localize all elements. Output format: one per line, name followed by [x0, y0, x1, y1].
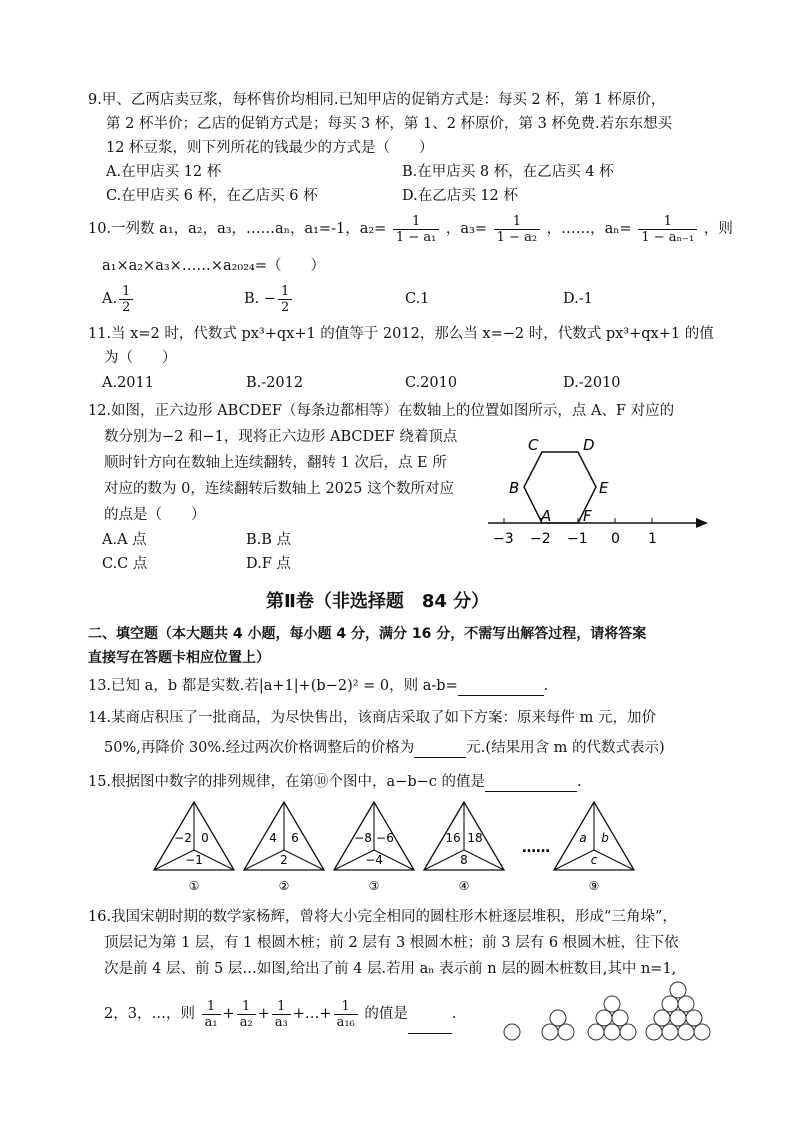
q10-opt-b-frac [278, 284, 292, 315]
q14-end: 元.(结果用含 m 的代数式表示) [466, 740, 665, 756]
figure-caption: ④ [458, 879, 470, 893]
log-circle [646, 1024, 662, 1040]
tick-label: −1 [567, 531, 588, 547]
q12-line2: 数分别为−2 和−1，现将正六边形 ABCDEF 绕着顶点 [104, 429, 458, 445]
q12-line1: 12.如图，正六边形 ABCDEF（每条边都相等）在数轴上的位置如图所示，点 A、F 对应的 [88, 403, 675, 419]
log-circle [678, 1024, 694, 1040]
q16-line4 [104, 994, 457, 1034]
figure-caption: ② [278, 879, 290, 893]
log-circle [694, 1024, 710, 1040]
q15-end: . [577, 774, 582, 790]
q16-end: . [451, 1006, 457, 1022]
hexagon-number-line-figure [480, 430, 720, 550]
figure-caption: ① [188, 879, 200, 893]
q10-a3-label: ，a₃= [445, 221, 488, 237]
q15-answer-blank[interactable] [485, 775, 577, 792]
frac-num: 1 [334, 999, 358, 1015]
frac-den: a₁ [204, 1014, 218, 1030]
log-circle [662, 996, 678, 1012]
q11-option-d: D.-2010 [563, 375, 621, 391]
q10-end: ，则 [703, 221, 733, 237]
q12-option-a: A.A 点 [102, 532, 147, 548]
frac-num: 1 [202, 999, 221, 1015]
q10-prefix: 10.一列数 [88, 221, 155, 237]
q10-line1 [88, 212, 733, 246]
log-circle [662, 1024, 678, 1040]
sum-term-16 [334, 999, 358, 1030]
q11-option-a: A.2011 [102, 375, 154, 391]
log-pile-1-layers [504, 1024, 520, 1040]
q14-text: 50%,再降价 30%.经过两次价格调整后的价格为 [104, 740, 415, 756]
tick-label: 1 [648, 531, 657, 547]
q10-option-d: D.-1 [563, 291, 593, 307]
triangle-figure-5 [554, 802, 634, 893]
triangle-bottom-number: 8 [460, 853, 468, 867]
q9-option-c: C.在甲店买 6 杯，在乙店买 6 杯 [106, 188, 318, 204]
q10-opt-a-label: A. [102, 291, 118, 307]
q13-text: 13.已知 a，b 都是实数.若|a+1|+(b−2)² = 0，则 a-b= [88, 678, 458, 694]
sum-term-1 [202, 999, 221, 1030]
triangle-top-right-number: 0 [201, 831, 209, 845]
log-circle [670, 1010, 686, 1026]
plus-sign: + [222, 1006, 235, 1022]
q9-line2: 第 2 杯半价；乙店的促销方式是；每买 3 杯，第 1、2 杯原价，第 3 杯免费.若东东想买 [106, 116, 673, 132]
frac-num: 1 [494, 214, 540, 230]
frac-num: 1 [638, 214, 697, 230]
triangle-bottom-number: −4 [365, 853, 383, 867]
triangle-top-right-number: −6 [376, 831, 394, 845]
q12-line5: 的点是（ ） [104, 507, 206, 523]
log-circle [542, 1024, 558, 1040]
frac-num: 1 [278, 284, 292, 300]
q15-text: 15.根据图中数字的排列规律，在第⑩个图中，a−b−c 的值是 [88, 774, 486, 790]
plus-sign: + [257, 1006, 270, 1022]
q13-answer-blank[interactable] [458, 679, 544, 696]
log-circle [670, 982, 686, 998]
vertex-label-b: B [509, 479, 520, 497]
triangle-top-right-number: b [601, 831, 609, 845]
triangle-figure-2 [244, 802, 324, 893]
q10-option-b [244, 282, 294, 316]
log-circle [596, 1010, 612, 1026]
log-circle [678, 996, 694, 1012]
log-circle [686, 1010, 702, 1026]
q14-line2 [104, 738, 665, 758]
q10-dots: ，……，aₙ= [546, 221, 632, 237]
section2-line2: 直接写在答题卡相应位置上） [88, 650, 270, 666]
ellipsis-text: …… [522, 840, 550, 856]
q11-line2: 为（ ） [104, 350, 177, 366]
log-pile-figure [498, 980, 718, 1050]
q11-option-b: B.-2012 [246, 375, 304, 391]
q9-line3: 12 杯豆浆，则下列所花的钱最少的方式是（ ） [106, 140, 434, 156]
q9-option-d: D.在乙店买 12 杯 [402, 188, 518, 204]
triangle-top-left-number: −2 [174, 831, 192, 845]
triangle-top-right-number: 18 [467, 831, 483, 845]
frac-den: 2 [122, 299, 131, 315]
log-pile-4-layers [646, 982, 710, 1040]
sum-term-3 [272, 999, 291, 1030]
triangle-top-right-number: 6 [291, 831, 299, 845]
log-circle [504, 1024, 520, 1040]
frac-den: a₂ [239, 1014, 253, 1030]
log-circle [588, 1024, 604, 1040]
figure-caption: ③ [368, 879, 380, 893]
q11-line1: 11.当 x=2 时，代数式 px³+qx+1 的值等于 2012，那么当 x=−2 时，代数式 px³+qx+1 的值 [88, 326, 714, 342]
tick-label: −3 [493, 531, 514, 547]
frac-den: 2 [281, 299, 290, 315]
log-circle [550, 1010, 566, 1026]
q10-fraction-a3 [494, 214, 540, 245]
q10-fraction-a2 [393, 214, 439, 245]
part2-title: 第Ⅱ卷（非选择题 84 分） [266, 591, 490, 612]
q10-opt-a-frac [119, 284, 133, 315]
q9-option-a: A.在甲店买 12 杯 [106, 164, 222, 180]
q16-line3: 次是前 4 层、前 5 层…如图,给出了前 4 层.若用 aₙ 表示前 n 层的圆木桩数目,其中 n=1, [104, 961, 677, 977]
q10-fraction-an [638, 214, 697, 245]
axis-arrow-icon [696, 518, 708, 528]
q11-option-c: C.2010 [405, 375, 458, 391]
frac-num: 1 [237, 999, 256, 1015]
vertex-label-e: E [599, 479, 609, 497]
log-circle [612, 1010, 628, 1026]
tick-label: −2 [530, 531, 551, 547]
plus-ellipsis: +…+ [292, 1006, 332, 1022]
q14-answer-blank[interactable] [414, 741, 466, 758]
log-circle [620, 1024, 636, 1040]
q16-value-text: 的值是 [364, 1006, 408, 1022]
tick-label: 0 [611, 531, 620, 547]
section2-line1: 二、填空题（本大题共 4 小题，每小题 4 分，满分 16 分，不需写出解答过程，请将答案 [88, 626, 647, 642]
triangle-figure-3 [334, 802, 414, 893]
log-circle [604, 996, 620, 1012]
frac-den: 1 − a₁ [395, 229, 437, 245]
q16-answer-blank[interactable] [408, 1017, 452, 1034]
vertex-label-d: D [583, 436, 595, 454]
log-circle [604, 1024, 620, 1040]
q13-line [88, 676, 548, 696]
frac-num: 1 [119, 284, 133, 300]
q14-line1: 14.某商店积压了一批商品，为尽快售出，该商店采取了如下方案：原来每件 m 元，加价 [88, 710, 657, 726]
q12-line3: 顺时针方向在数轴上连续翻转，翻转 1 次后，点 E 所 [104, 455, 447, 471]
vertex-label-f: F [583, 507, 592, 525]
q16-text: 2，3，…，则 [104, 1006, 195, 1022]
q12-option-d: D.F 点 [246, 556, 291, 572]
triangle-figure-1 [154, 802, 234, 893]
q10-option-c: C.1 [405, 291, 430, 307]
triangle-top-left-number: 4 [269, 831, 277, 845]
triangle-bottom-number: −1 [185, 853, 203, 867]
triangle-bottom-number: 2 [280, 853, 288, 867]
q15-line [88, 772, 582, 792]
frac-num: 1 [272, 999, 291, 1015]
q9-line1: 9.甲、乙两店卖豆浆，每杯售价均相同.已知甲店的促销方式是：每买 2 杯，第 1 杯原价， [88, 92, 666, 108]
q10-line2: a₁×a₂×a₃×……×a₂₀₂₄=（ ） [102, 258, 326, 274]
triangle-top-left-number: a [579, 831, 587, 845]
frac-den: 1 − aₙ₋₁ [641, 229, 695, 245]
q16-line1: 16.我国宋朝时期的数学家杨辉，曾将大小完全相同的圆柱形木桩逐层堆积，形成“三角垛”， [88, 909, 677, 925]
q13-end: . [543, 678, 549, 694]
frac-den: a₁₆ [336, 1014, 355, 1030]
vertex-label-c: C [528, 436, 539, 454]
frac-num: 1 [393, 214, 439, 230]
q10-option-a [102, 282, 135, 316]
triangle-figure-4 [424, 802, 504, 893]
triangle-pattern-figure [150, 800, 650, 895]
frac-den: a₃ [274, 1014, 288, 1030]
q12-option-b: B.B 点 [246, 532, 292, 548]
triangle-bottom-number: c [590, 853, 598, 867]
q12-line4: 对应的数为 0，连续翻转后数轴上 2025 这个数所对应 [104, 481, 454, 497]
q12-option-c: C.C 点 [102, 556, 148, 572]
sum-term-2 [237, 999, 256, 1030]
log-circle [558, 1024, 574, 1040]
q9-option-b: B.在甲店买 8 杯，在乙店买 4 杯 [402, 164, 614, 180]
q10-seq: a₁，a₂，a₃，……aₙ，a₁=-1，a₂= [159, 221, 387, 237]
log-circle [654, 1010, 670, 1026]
log-pile-3-layers [588, 996, 636, 1040]
triangle-top-left-number: −8 [354, 831, 372, 845]
q16-line2: 顶层记为第 1 层，有 1 根圆木桩；前 2 层有 3 根圆木桩；前 3 层有 6 根圆木桩，往下依 [104, 935, 679, 951]
log-pile-2-layers [542, 1010, 574, 1040]
frac-den: 1 − a₂ [496, 229, 538, 245]
q10-opt-b-label: B. − [244, 291, 277, 307]
figure-caption: ⑨ [588, 879, 600, 893]
triangle-top-left-number: 16 [445, 831, 461, 845]
vertex-label-a: A [541, 507, 552, 525]
